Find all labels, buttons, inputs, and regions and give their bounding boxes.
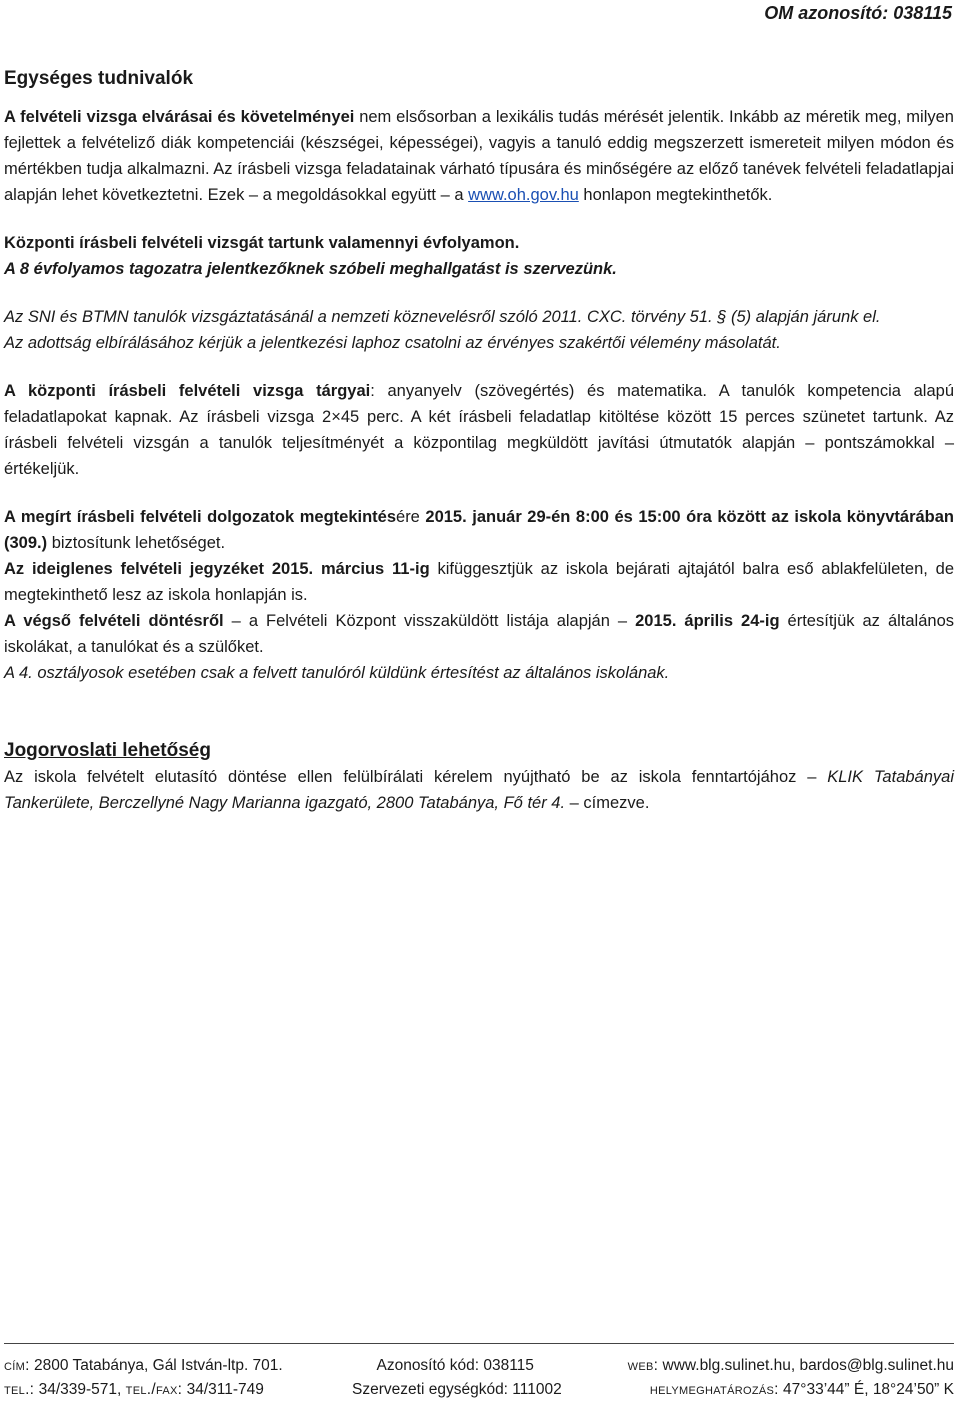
tel-value: 34/339-571, [38, 1381, 122, 1398]
footer-phone [4, 1378, 264, 1402]
paragraph-requirements [4, 104, 954, 208]
exam-subjects-text: : anyanyelv (szövegértés) és matematika. A tanulók kompetencia alapú feladatlapokat kapnak. Az írásbeli vizsga 2×45 perc. A két írásbeli feladatlap kitöltése között 15 perces szünetet tartunk. Az írásbeli felvételi vizsgán a tanulók teljesítményét a központilag megküldött javítási útmutatók alapján – pontszámokkal – értékeljük. [4, 382, 954, 478]
paragraph-final-decision [4, 608, 954, 660]
fax-value: 34/311-749 [186, 1381, 264, 1398]
review-bold-a: A megírt írásbeli felvételi dolgozatok megtekintés [4, 508, 397, 526]
requirements-bold: A felvételi vizsga elvárásai és követelményei [4, 108, 355, 126]
om-identifier: OM azonosító: 038115 [764, 3, 952, 23]
paragraph-provisional-list [4, 556, 954, 608]
section-title-general-info: Egységes tudnivalók [4, 68, 194, 89]
paragraph-review [4, 504, 954, 556]
legal-text-b: – címezve. [565, 794, 650, 812]
requirements-text: nem elsősorban a lexikális tudás mérését jelentik. Inkább az méretik meg, milyen fejlettek a felvételiző diák kompetenciái (készségei, képességei), vagyis a tanuló eddig megszerzett ismereteit milyen módon és mértékben tudja alkalmazni. Az írásbeli vizsga feladatainak várható típusára és minőségére az előző tanévek felvételi feladatlapjai alapján lehet következtetni. Ezek – a megoldásokkal együtt – a [4, 108, 954, 204]
web-value: www.blg.sulinet.hu, bardos@blg.sulinet.hu [662, 1357, 954, 1374]
review-text-b: biztosítunk lehetőséget. [47, 534, 226, 552]
footer-row-2 [4, 1378, 954, 1402]
final-bold-b: 2015. április 24-ig [635, 612, 780, 630]
section-title-legal-remedy: Jogorvoslati lehetőség [4, 740, 211, 761]
exam-subjects-bold: A központi írásbeli felvételi vizsga tárgyai [4, 382, 371, 400]
address-value: 2800 Tatabánya, Gál István-ltp. 701. [33, 1357, 283, 1374]
paragraph-legal-remedy [4, 764, 954, 816]
oh-gov-link[interactable]: www.oh.gov.hu [468, 186, 579, 204]
paragraph-oral-exam: A 8 évfolyamos tagozatra jelentkezőknek szóbeli meghallgatást is szervezünk. [4, 260, 617, 278]
provisional-text: kifüggesztjük az iskola bejárati ajtajától balra eső ablakfelületen, de megtekinthető lesz az iskola honlapján is. [4, 560, 954, 604]
footer-unit-code: Szervezeti egységkód: 111002 [352, 1381, 562, 1398]
footer [4, 1343, 954, 1402]
paragraph-expert-opinion: Az adottság elbírálásához kérjük a jelentkezési laphoz csatolni az érvényes szakértői vélemény másolatát. [4, 334, 781, 352]
requirements-text-end: honlapon megtekinthetők. [578, 186, 773, 204]
tel-label: tel.: [4, 1381, 35, 1398]
geo-label: helymeghatározás: [649, 1381, 779, 1398]
legal-text-a: Az iskola felvételt elutasító döntése ellen felülbírálati kérelem nyújtható be az iskola fenntartójához – [4, 768, 828, 786]
footer-id-code: Azonosító kód: 038115 [376, 1357, 534, 1374]
paragraph-sni-btmn: Az SNI és BTMN tanulók vizsgáztatásánál a nemzeti köznevelésről szóló 2011. CXC. törvény 51. § (5) alapján járunk el. [4, 308, 881, 326]
paragraph-4th-grade: A 4. osztályosok esetében csak a felvett tanulóról küldünk értesítést az általános iskolának. [4, 664, 670, 682]
geo-value: 47°33’44” É, 18°24’50” K [783, 1381, 954, 1398]
footer-address [4, 1354, 283, 1378]
final-text-b: értesítjük az általános iskolákat, a tanulókat és a szülőket. [4, 612, 954, 656]
legal-addressee: KLIK Tatabányai Tankerülete, Berczellyné Nagy Marianna igazgató, 2800 Tatabánya, Fő tér 4. [4, 768, 954, 812]
paragraph-central-exam: Központi írásbeli felvételi vizsgát tartunk valamennyi évfolyamon. [4, 234, 520, 252]
review-text-a: ére [396, 508, 426, 526]
document-body [4, 66, 954, 816]
web-label: web: [627, 1357, 659, 1374]
footer-geo [650, 1378, 954, 1402]
address-label: cím: [4, 1357, 30, 1374]
final-bold-a: A végső felvételi döntésről [4, 612, 224, 630]
provisional-bold: Az ideiglenes felvételi jegyzéket 2015. március 11-ig [4, 560, 430, 578]
footer-web [628, 1354, 954, 1378]
final-text-a: – a Felvételi Központ visszaküldött listája alapján – [223, 612, 636, 630]
review-bold-b: 2015. január 29-én 8:00 és 15:00 óra között az iskola könyvtárában (309.) [4, 508, 955, 552]
footer-row-1 [4, 1354, 954, 1378]
fax-label: tel./fax: [125, 1381, 183, 1398]
paragraph-exam-subjects [4, 378, 954, 482]
